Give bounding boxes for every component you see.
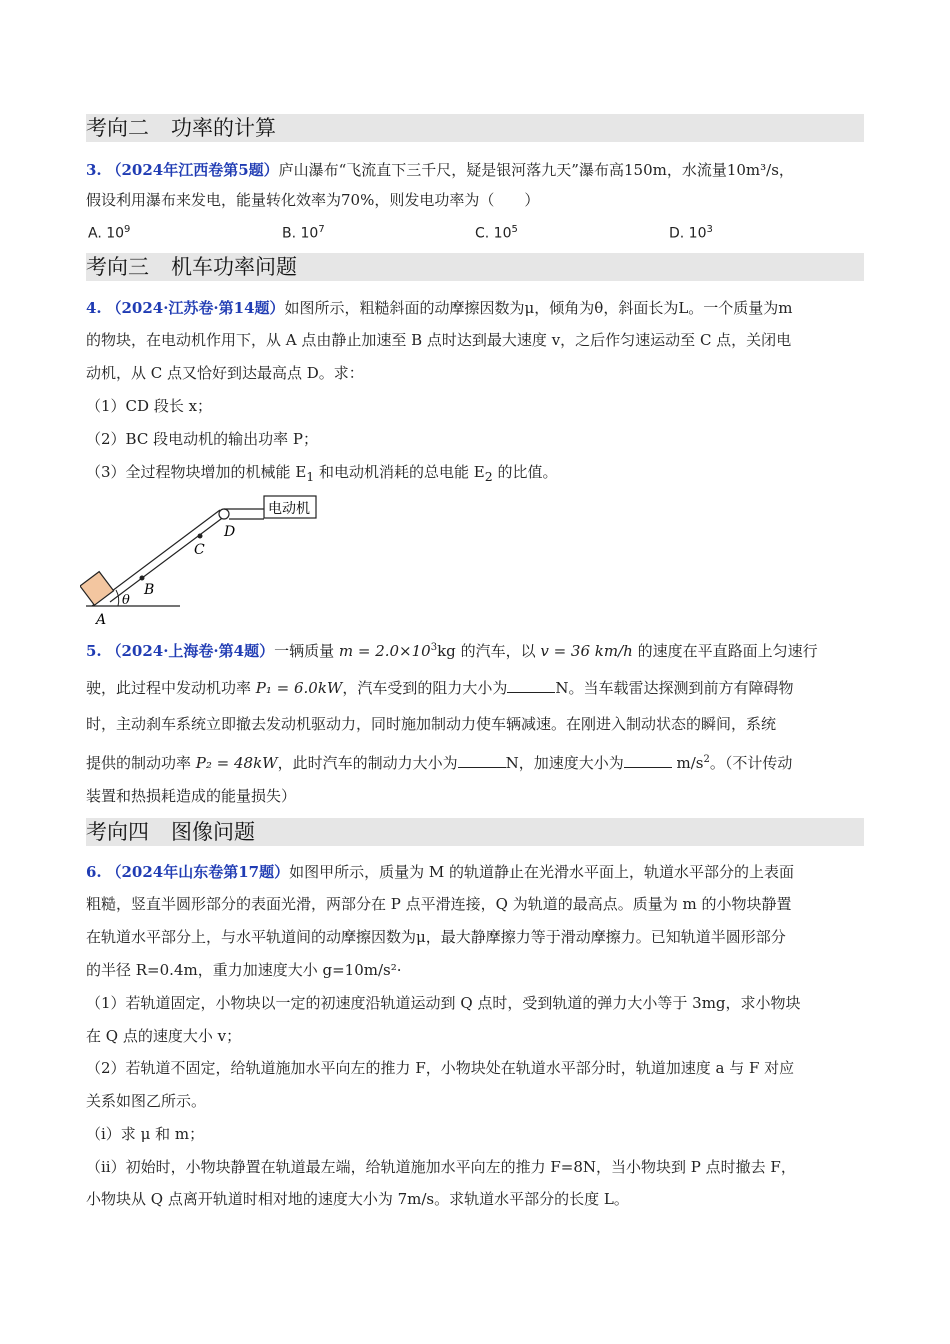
question-text: 庐山瀑布“飞流直下三千尺，疑是银河落九天”瀑布高150m，水流量10m³/s， xyxy=(278,161,794,179)
sub-text: （3）全过程物块增加的机械能 E xyxy=(86,463,307,481)
text: 驶，此过程中发动机功率 xyxy=(86,679,256,697)
motor-label: 电动机 xyxy=(268,501,310,517)
option-label: C. 10 xyxy=(475,225,512,242)
option-exponent: 9 xyxy=(124,224,131,235)
question-source: （2024·江苏卷·第14题） xyxy=(106,299,285,317)
q6-subquestion-2a: （2）若轨道不固定，给轨道施加水平向左的推力 F，小物块处在轨道水平部分时，轨道加速度 a 与 F 对应 xyxy=(86,1059,795,1077)
q6-subquestion-ii-2: 小物块从 Q 点离开轨道时相对地的速度大小为 7m/s。求轨道水平部分的长度 L。 xyxy=(86,1190,629,1208)
q3-option-c[interactable] xyxy=(475,224,518,242)
question-number: 3. xyxy=(86,161,102,179)
option-exponent: 3 xyxy=(706,224,713,235)
formula-power2: P₂ = 48kW xyxy=(195,754,278,772)
q5-line3: 时，主动刹车系统立即撤去发动机驱动力，同时施加制动力使车辆减速。在刚进入制动状态的瞬间，系统 xyxy=(86,715,777,733)
label-theta: θ xyxy=(122,593,130,608)
q3-option-b[interactable] xyxy=(282,224,325,242)
q6-subquestion-2b: 关系如图乙所示。 xyxy=(86,1092,207,1110)
section-title: 功率的计算 xyxy=(171,116,276,140)
question-text: 如图所示，粗糙斜面的动摩擦因数为μ，倾角为θ，斜面长为L。一个质量为m xyxy=(284,299,793,317)
q4-subquestion-1: （1）CD 段长 x； xyxy=(86,397,213,415)
section-number: 考向四 xyxy=(86,820,149,844)
label-d: D xyxy=(224,524,236,540)
pulley xyxy=(219,509,229,519)
q6-subquestion-i: （i）求 μ 和 m； xyxy=(86,1125,205,1143)
sub-text: 和电动机消耗的总电能 E xyxy=(319,463,485,481)
option-exponent: 5 xyxy=(511,224,518,235)
option-label: D. 10 xyxy=(669,225,707,242)
option-label: B. 10 xyxy=(282,225,319,242)
text: N。当车载雷达探测到前方有障碍物 xyxy=(555,679,794,697)
question-text: 如图甲所示，质量为 M 的轨道静止在光滑水平面上，轨道水平部分的上表面 xyxy=(289,863,794,881)
q4-subquestion-2: （2）BC 段电动机的输出功率 P； xyxy=(86,430,318,448)
formula-mass: m = 2.0×10 xyxy=(338,642,431,660)
text: 的汽车，以 xyxy=(455,642,541,660)
answer-blank-2[interactable] xyxy=(458,753,506,768)
formula-speed: v = 36 km/h xyxy=(540,642,633,660)
q3-option-a[interactable] xyxy=(88,224,130,242)
q4-subquestion-3: （3）全过程物块增加的机械能 $E_1$ 和电动机消耗的总电能 $E_2$ 的比值。 xyxy=(86,463,558,484)
q5-line5: 装置和热损耗造成的能量损失） xyxy=(86,787,297,805)
incline-top-edge xyxy=(110,516,225,602)
unit: m/s xyxy=(671,754,704,772)
q4-line3: 动机，从 C 点又恰好到达最高点 D。求： xyxy=(86,364,364,382)
point-c xyxy=(198,534,203,539)
q4-line2: 的物块，在电动机作用下，从 A 点由静止加速至 B 点时达到最大速度 v，之后作匀速运动至 C 点，关闭电 xyxy=(86,331,792,349)
question-number: 6. xyxy=(86,863,102,881)
question-source: （2024·上海卷·第4题） xyxy=(106,642,275,660)
section-title: 机车功率问题 xyxy=(171,255,297,279)
answer-blank-1[interactable] xyxy=(507,678,555,693)
section-heading-vehicle-power xyxy=(86,253,864,281)
q4-line1 xyxy=(86,298,793,318)
label-a: A xyxy=(96,612,107,628)
q6-line1 xyxy=(86,862,794,882)
option-label: A. 10 xyxy=(88,225,125,242)
q6-subquestion-1a: （1）若轨道固定，小物块以一定的初速度沿轨道运动到 Q 点时，受到轨道的弹力大小等于 3mg，求小物块 xyxy=(86,994,801,1012)
incline-figure xyxy=(80,490,330,630)
q5-line2 xyxy=(86,678,794,698)
text: 提供的制动功率 xyxy=(86,754,196,772)
unit-exponent: 2 xyxy=(703,754,710,765)
q6-line3: 在轨道水平部分上，与水平轨道间的动摩擦因数为μ，最大静摩擦力等于滑动摩擦力。已知轨道半圆形部分 xyxy=(86,928,786,946)
text: N，加速度大小为 xyxy=(505,754,624,772)
option-exponent: 7 xyxy=(318,224,325,235)
block xyxy=(80,572,114,606)
text: ，此时汽车的制动力大小为 xyxy=(277,754,458,772)
text: ，汽车受到的阻力大小为 xyxy=(342,679,508,697)
formula-exponent: 3 xyxy=(430,642,438,653)
q3-line1 xyxy=(86,160,794,180)
section-title: 图像问题 xyxy=(171,820,255,844)
q5-line1 xyxy=(86,638,818,661)
section-number: 考向二 xyxy=(86,116,149,140)
answer-blank-3[interactable] xyxy=(624,753,672,768)
section-heading-power-calc xyxy=(86,114,864,142)
q5-line4 xyxy=(86,750,792,773)
text: 的速度在平直路面上匀速行 xyxy=(632,642,818,660)
formula-power1: P₁ = 6.0kW xyxy=(255,679,343,697)
point-b xyxy=(140,576,145,581)
question-source: （2024年江西卷第5题） xyxy=(106,161,279,179)
question-source: （2024年山东卷第17题） xyxy=(106,863,290,881)
q6-line2: 粗糙，竖直半圆形部分的表面光滑，两部分在 P 点平滑连接，Q 为轨道的最高点。质量为 m 的小物块静置 xyxy=(86,895,792,913)
formula-unit: kg xyxy=(437,642,456,660)
q3-option-d[interactable] xyxy=(669,224,713,242)
label-c: C xyxy=(194,542,205,558)
text: 一辆质量 xyxy=(274,642,339,660)
section-heading-graph xyxy=(86,818,864,846)
q3-line2: 假设利用瀑布来发电，能量转化效率为70%，则发电功率为（ ） xyxy=(86,191,540,209)
question-number: 4. xyxy=(86,299,102,317)
label-b: B xyxy=(144,582,155,598)
q6-subquestion-1b: 在 Q 点的速度大小 v； xyxy=(86,1027,242,1045)
q6-line4: 的半径 R=0.4m，重力加速度大小 g=10m/s²· xyxy=(86,961,402,979)
text: 。（不计传动 xyxy=(709,754,793,772)
q6-subquestion-ii-1: （ii）初始时，小物块静置在轨道最左端，给轨道施加水平向左的推力 F=8N，当小物块到 P 点时撤去 F， xyxy=(86,1158,796,1176)
section-number: 考向三 xyxy=(86,255,149,279)
sub-text: 的比值。 xyxy=(497,463,558,481)
question-number: 5. xyxy=(86,642,102,660)
angle-arc xyxy=(116,590,119,606)
